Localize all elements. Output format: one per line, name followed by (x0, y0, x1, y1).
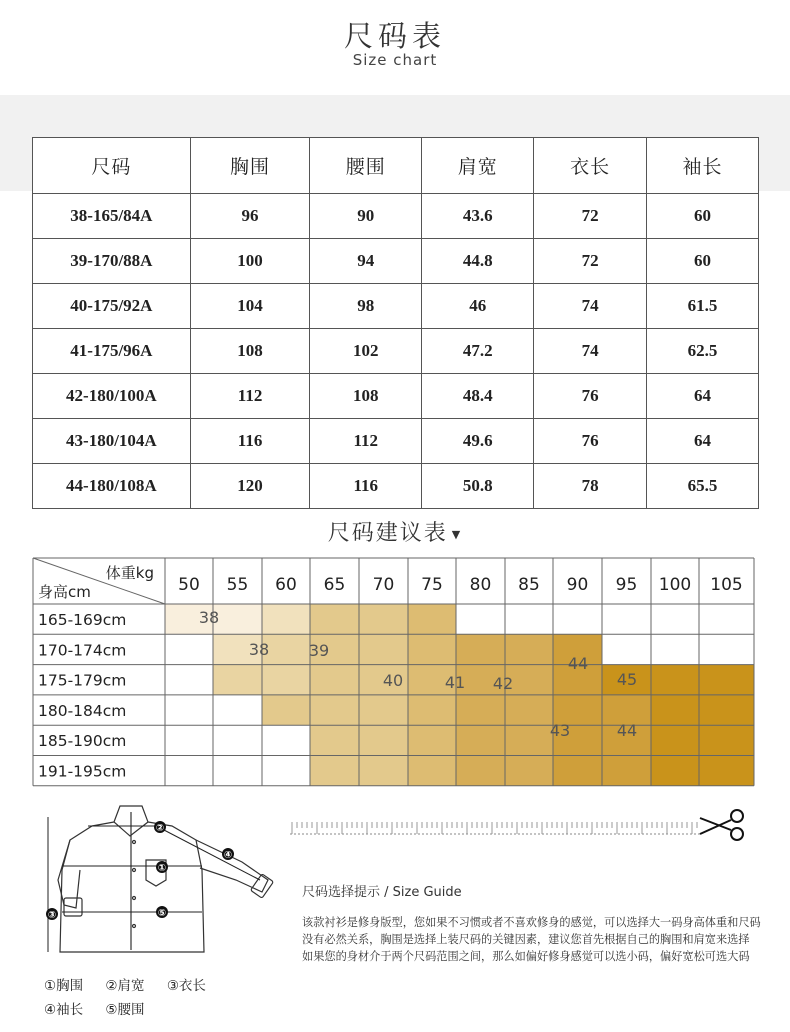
height-label: 180-184cm (38, 701, 127, 720)
zone-label: 39 (308, 641, 330, 660)
weight-header: 70 (372, 575, 395, 595)
table-cell: 76 (534, 419, 647, 464)
zone-label: 41 (444, 673, 466, 692)
table-cell: 116 (190, 419, 310, 464)
guide-title: 尺码选择提示 / Size Guide (302, 885, 462, 900)
table-cell: 46 (422, 284, 534, 329)
zone-label: 38 (198, 608, 220, 627)
table-cell: 64 (646, 374, 758, 419)
table-cell: 78 (534, 464, 647, 509)
table-cell: 112 (190, 374, 310, 419)
guide-paragraph-1: 该款衬衫是修身版型，您如果不习惯或者不喜欢修身的感觉，可以选择大一码身高体重和尺码没有必然关系，胸围是选择上装尺码的关键因素，建议您首先根据自己的胸围和肩宽来选择 (302, 916, 761, 946)
table-cell: 60 (646, 239, 758, 284)
triangle-down-icon: ▼ (451, 527, 463, 541)
guide-paragraph-2: 如果您的身材介于两个尺码范围之间，那么如偏好修身感觉可以选小码，偏好宽松可选大码 (302, 950, 750, 963)
zone-label: 40 (382, 671, 404, 690)
table-cell: 47.2 (422, 329, 534, 374)
legend-chest: ①胸围 (44, 978, 84, 994)
table-cell: 44-180/108A (33, 464, 191, 509)
legend-row-2 (44, 998, 145, 1018)
weight-header: 60 (275, 575, 297, 595)
table-cell: 65.5 (646, 464, 758, 509)
marker-3-icon: ③ (47, 910, 57, 921)
table-cell: 98 (310, 284, 422, 329)
ruler-decoration (290, 822, 700, 834)
table-cell: 41-175/96A (33, 329, 191, 374)
height-label: 165-169cm (38, 611, 127, 629)
recommend-title-text: 尺码建议表 (327, 521, 448, 546)
table-cell: 72 (534, 239, 647, 284)
weight-header: 100 (658, 575, 692, 595)
table-cell: 74 (534, 284, 647, 329)
weight-header: 50 (178, 575, 200, 595)
height-label: 185-190cm (38, 732, 127, 751)
weight-header: 75 (421, 575, 443, 595)
table-cell: 94 (310, 239, 422, 284)
table-cell: 61.5 (646, 284, 758, 329)
weight-header: 95 (615, 575, 638, 595)
table-cell: 39-170/88A (33, 239, 191, 284)
marker-1-icon: ① (157, 863, 167, 874)
table-cell: 62.5 (646, 329, 758, 374)
weight-header: 85 (518, 575, 540, 595)
table-cell: 108 (310, 374, 422, 419)
table-cell: 112 (310, 419, 422, 464)
legend-shoulder: ②肩宽 (105, 978, 145, 994)
weight-header: 105 (710, 575, 743, 595)
table-cell: 90 (310, 194, 422, 239)
table-cell: 38-165/84A (33, 194, 191, 239)
zone-label: 44 (616, 721, 638, 740)
height-label: 175-179cm (38, 671, 127, 690)
col-header-waist: 腰围 (310, 138, 422, 194)
table-cell: 102 (310, 329, 422, 374)
table-cell: 43-180/104A (33, 419, 191, 464)
table-cell: 76 (534, 374, 647, 419)
weight-header: 65 (323, 575, 346, 595)
legend-row-1 (44, 974, 206, 994)
corner-weight-label: 体重kg (105, 564, 154, 582)
table-cell: 116 (310, 464, 422, 509)
page-subtitle: Size chart (352, 51, 438, 69)
weight-header: 90 (566, 575, 589, 595)
table-cell: 64 (646, 419, 758, 464)
corner-height-label: 身高cm (38, 583, 91, 601)
table-cell: 104 (190, 284, 310, 329)
zone-label: 43 (549, 721, 571, 740)
table-cell: 100 (190, 239, 310, 284)
height-label: 170-174cm (38, 641, 127, 660)
table-cell: 120 (190, 464, 310, 509)
marker-2-icon: ② (155, 823, 165, 834)
legend-waist: ⑤腰围 (105, 1002, 145, 1018)
table-cell: 48.4 (422, 374, 534, 419)
table-cell: 74 (534, 329, 647, 374)
scissors-icon (700, 810, 743, 840)
col-header-size: 尺码 (33, 138, 191, 194)
col-header-sleeve: 袖长 (646, 138, 758, 194)
table-cell: 40-175/92A (33, 284, 191, 329)
table-cell: 50.8 (422, 464, 534, 509)
page-title: 尺码表 (343, 19, 446, 53)
marker-5-icon: ⑤ (157, 908, 167, 919)
col-header-shoulder: 肩宽 (422, 138, 534, 194)
legend-length: ③衣长 (166, 978, 206, 994)
table-cell: 72 (534, 194, 647, 239)
zone-label: 44 (567, 654, 589, 673)
table-cell: 44.8 (422, 239, 534, 284)
table-cell: 49.6 (422, 419, 534, 464)
table-cell: 42-180/100A (33, 374, 191, 419)
table-cell: 108 (190, 329, 310, 374)
marker-4-icon: ④ (223, 850, 233, 861)
legend-sleeve: ④袖长 (44, 1002, 84, 1018)
zone-label: 38 (248, 640, 270, 659)
col-header-length: 衣长 (534, 138, 647, 194)
weight-header: 80 (469, 575, 492, 595)
col-header-chest: 胸围 (190, 138, 310, 194)
height-label: 191-195cm (38, 762, 127, 781)
table-cell: 43.6 (422, 194, 534, 239)
zone-label: 42 (492, 674, 514, 693)
guide-text (302, 914, 762, 965)
table-cell: 60 (646, 194, 758, 239)
table-cell: 96 (190, 194, 310, 239)
zone-label: 45 (616, 670, 638, 689)
weight-header: 55 (226, 575, 249, 595)
